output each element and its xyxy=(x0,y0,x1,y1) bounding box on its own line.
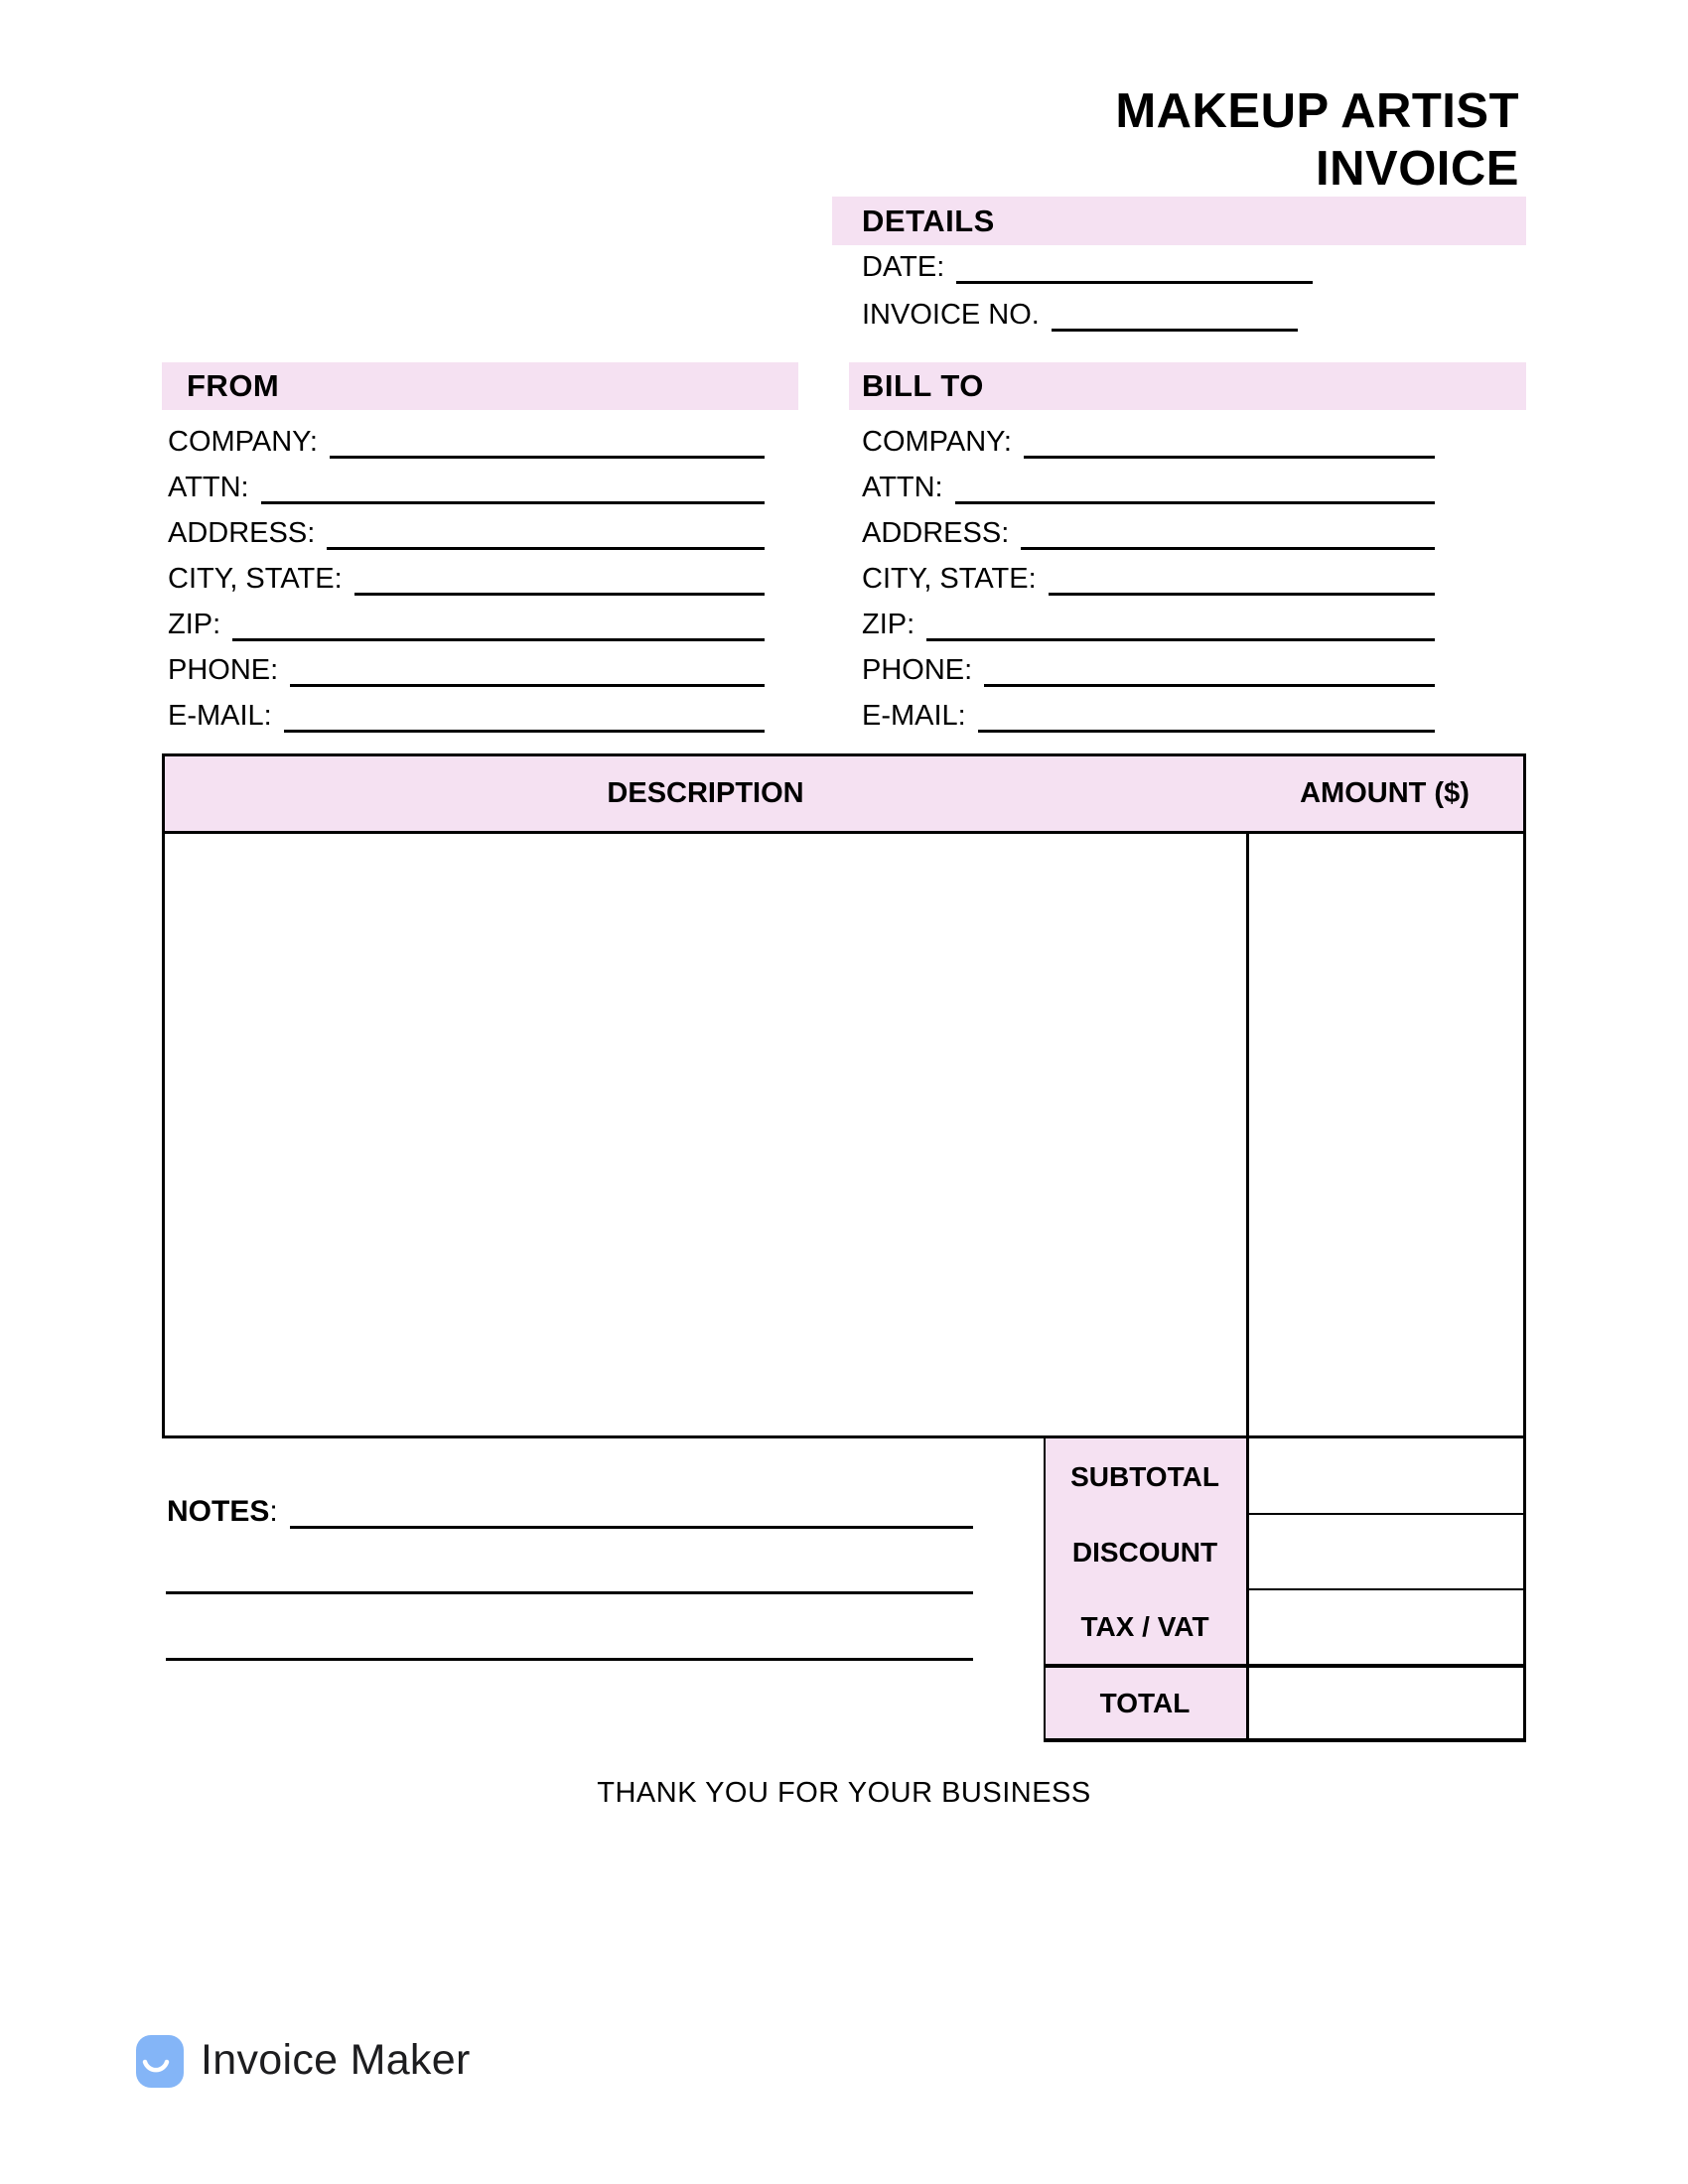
tax-vat-value-cell xyxy=(1249,1590,1523,1664)
notes-line-2 xyxy=(166,1591,973,1594)
subtotal-value-cell xyxy=(1249,1438,1523,1513)
field-label: CITY, STATE: xyxy=(168,563,343,596)
field-label: ZIP: xyxy=(862,609,915,641)
totals-divider-border xyxy=(1246,1438,1249,1742)
field-label: ADDRESS: xyxy=(862,517,1010,550)
notes-line-3 xyxy=(166,1658,973,1661)
details-header-label: DETAILS xyxy=(862,203,995,238)
details-header-bar xyxy=(832,197,1526,245)
field-label: ZIP: xyxy=(168,609,221,641)
total-value-cell xyxy=(1249,1668,1523,1738)
smile-icon xyxy=(136,2035,184,2088)
description-cell xyxy=(165,834,1249,1435)
notes-label: NOTES xyxy=(167,1495,270,1528)
totals-right-border xyxy=(1523,1438,1526,1742)
bill-to-attn-row xyxy=(862,465,1435,504)
field-underline xyxy=(955,462,1435,504)
thank-you-note: THANK YOU FOR YOUR BUSINESS xyxy=(597,1777,1091,1809)
bill-to-city-state-row xyxy=(862,556,1435,596)
bill-to-address-row xyxy=(862,510,1435,550)
date-label: DATE: xyxy=(862,251,945,284)
notes-line-1 xyxy=(290,1484,973,1529)
items-table-body-row xyxy=(165,834,1523,1435)
field-underline xyxy=(284,690,765,733)
from-city-state-row xyxy=(168,556,765,596)
from-header-label: FROM xyxy=(187,368,280,403)
field-label: CITY, STATE: xyxy=(862,563,1037,596)
from-phone-row xyxy=(168,647,765,687)
page-title xyxy=(1115,82,1519,198)
field-underline xyxy=(1021,507,1435,550)
field-underline xyxy=(232,599,765,641)
total-label-cell: TOTAL xyxy=(1099,1687,1191,1718)
subtotal-label-cell: SUBTOTAL xyxy=(1070,1460,1219,1492)
field-underline xyxy=(354,553,765,596)
field-label: COMPANY: xyxy=(862,426,1012,459)
field-underline xyxy=(926,599,1435,641)
bill-to-company-row xyxy=(862,419,1435,459)
bill-to-phone-row xyxy=(862,647,1435,687)
totals-separator-1 xyxy=(1246,1513,1526,1515)
invoice-maker-logo xyxy=(136,2035,184,2088)
discount-value-cell xyxy=(1249,1515,1523,1588)
field-label: PHONE: xyxy=(168,654,279,687)
field-label: PHONE: xyxy=(862,654,973,687)
invoice-no-underline xyxy=(1052,292,1298,332)
tax-vat-label-cell: TAX / VAT xyxy=(1080,1611,1209,1642)
field-underline xyxy=(330,416,765,459)
field-label: E-MAIL: xyxy=(862,700,966,733)
items-table xyxy=(162,753,1526,1438)
field-label: ATTN: xyxy=(862,472,943,504)
field-underline xyxy=(327,507,765,550)
total-row-bottom-border xyxy=(1044,1738,1526,1742)
page-title-line1: MAKEUP ARTIST xyxy=(1115,84,1519,138)
total-row-top-border xyxy=(1044,1664,1526,1668)
field-underline xyxy=(1049,553,1435,596)
date-row xyxy=(862,247,1313,284)
bill-to-header-bar xyxy=(849,362,1526,410)
description-column-header: DESCRIPTION xyxy=(607,777,804,809)
totals-separator-2 xyxy=(1246,1588,1526,1590)
amount-cell xyxy=(1249,834,1523,1435)
page-title-line2: INVOICE xyxy=(1316,142,1519,196)
notes-row xyxy=(167,1487,973,1529)
field-label: ADDRESS: xyxy=(168,517,316,550)
notes-colon: : xyxy=(269,1495,278,1528)
field-label: E-MAIL: xyxy=(168,700,272,733)
invoice-no-row xyxy=(862,295,1298,332)
from-email-row xyxy=(168,693,765,733)
totals-left-border xyxy=(1044,1438,1046,1742)
bill-to-email-row xyxy=(862,693,1435,733)
from-zip-row xyxy=(168,602,765,641)
field-underline xyxy=(290,644,765,687)
brand-name: Invoice Maker xyxy=(201,2036,471,2084)
field-label: COMPANY: xyxy=(168,426,318,459)
field-underline xyxy=(1024,416,1435,459)
date-underline xyxy=(956,244,1313,284)
bill-to-zip-row xyxy=(862,602,1435,641)
from-header-bar xyxy=(162,362,798,410)
from-attn-row xyxy=(168,465,765,504)
field-underline xyxy=(978,690,1435,733)
from-address-row xyxy=(168,510,765,550)
from-company-row xyxy=(168,419,765,459)
discount-label-cell: DISCOUNT xyxy=(1071,1537,1218,1568)
items-table-header-row xyxy=(165,756,1523,834)
amount-column-header: AMOUNT ($) xyxy=(1300,777,1470,809)
field-underline xyxy=(984,644,1435,687)
field-label: ATTN: xyxy=(168,472,249,504)
field-underline xyxy=(261,462,765,504)
bill-to-header-label: BILL TO xyxy=(862,368,984,403)
invoice-no-label: INVOICE NO. xyxy=(862,299,1040,332)
